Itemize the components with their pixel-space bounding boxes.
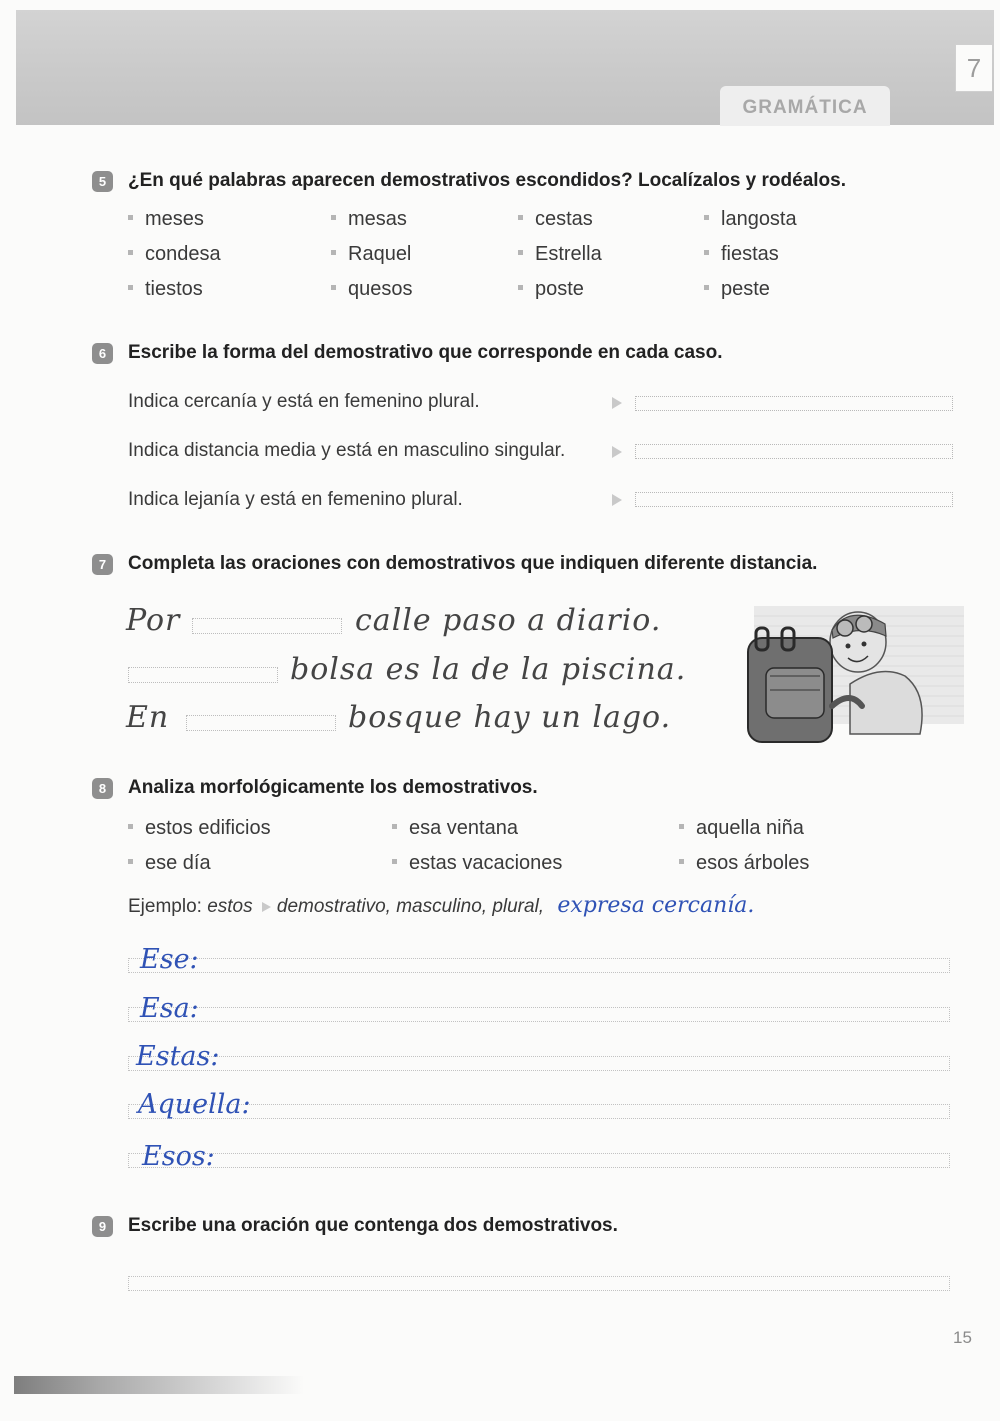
arrow-right-icon — [612, 397, 622, 409]
q7-blank-2[interactable] — [128, 667, 278, 683]
bullet-icon — [679, 824, 684, 829]
q6-statement: Indica distancia media y está en masculino singular. — [128, 440, 566, 461]
question-8-title: Analiza morfológicamente los demostrativos. — [128, 777, 538, 798]
handwritten-answer: Esa: — [140, 993, 199, 1024]
q5-word[interactable]: peste — [704, 278, 770, 301]
handwritten-answer: Ese: — [140, 944, 199, 975]
q8-answer-line[interactable] — [128, 1007, 950, 1022]
q5-word[interactable]: fiestas — [704, 243, 779, 266]
q7-sentence-1-end: calle paso a diario. — [355, 603, 662, 638]
q7-sentence-3-end: bosque hay un lago. — [348, 700, 672, 735]
bullet-icon — [331, 285, 336, 290]
goggle-left — [837, 620, 853, 636]
q6-answer-input[interactable] — [635, 492, 953, 507]
arrow-right-icon — [262, 902, 271, 912]
section-title: GRAMÁTICA — [720, 86, 890, 126]
bullet-icon — [679, 859, 684, 864]
question-6-number: 6 — [92, 343, 113, 364]
handwritten-answer: Esos: — [142, 1141, 215, 1172]
q5-word[interactable]: tiestos — [128, 278, 203, 301]
bullet-icon — [128, 824, 133, 829]
q6-statement: Indica lejanía y está en femenino plural. — [128, 489, 463, 510]
q7-blank-1[interactable] — [192, 618, 342, 634]
bullet-icon — [128, 215, 133, 220]
example-label: Ejemplo: — [128, 896, 202, 917]
bullet-icon — [704, 250, 709, 255]
q5-word[interactable]: Estrella — [518, 243, 602, 266]
arrow-right-icon — [612, 446, 622, 458]
q5-word[interactable]: poste — [518, 278, 584, 301]
example-analysis: demostrativo, masculino, plural, — [276, 896, 545, 917]
question-9-title: Escribe una oración que contenga dos demostrativos. — [128, 1215, 618, 1236]
q7-blank-3[interactable] — [186, 715, 336, 731]
q8-answer-line[interactable] — [128, 1104, 950, 1119]
q9-answer-line[interactable] — [128, 1276, 950, 1291]
handwritten-answer: Aquella: — [138, 1089, 251, 1120]
arrow-right-icon — [612, 494, 622, 506]
q8-item: estas vacaciones — [392, 852, 562, 875]
bullet-icon — [331, 250, 336, 255]
footer-bar — [14, 1376, 304, 1394]
bullet-icon — [704, 215, 709, 220]
bullet-icon — [128, 250, 133, 255]
question-7-title: Completa las oraciones con demostrativos que indiquen diferente distancia. — [128, 553, 818, 574]
bullet-icon — [331, 215, 336, 220]
q7-sentence-1-start: Por — [126, 603, 181, 638]
example-word: estos — [207, 896, 253, 917]
bullet-icon — [518, 285, 523, 290]
question-9-number: 9 — [92, 1216, 113, 1237]
question-6-title: Escribe la forma del demostrativo que corresponde en cada caso. — [128, 342, 723, 363]
question-5-title: ¿En qué palabras aparecen demostrativos escondidos? Localízalos y rodéalos. — [128, 170, 847, 191]
q8-item: ese día — [128, 852, 211, 875]
goggle-right — [856, 616, 872, 632]
q7-sentence-3-start: En — [126, 700, 170, 735]
bullet-icon — [518, 215, 523, 220]
question-5-number: 5 — [92, 171, 113, 192]
q5-word[interactable]: mesas — [331, 208, 407, 231]
bullet-icon — [518, 250, 523, 255]
unit-number: 7 — [955, 44, 992, 92]
q6-answer-input[interactable] — [635, 444, 953, 459]
boy-backpack-illustration — [740, 594, 968, 750]
q8-item: esa ventana — [392, 817, 518, 840]
q5-word[interactable]: Raquel — [331, 243, 411, 266]
q5-word[interactable]: condesa — [128, 243, 221, 266]
bullet-icon — [392, 824, 397, 829]
bullet-icon — [392, 859, 397, 864]
bullet-icon — [128, 859, 133, 864]
q8-answer-line[interactable] — [128, 958, 950, 973]
q8-answer-line[interactable] — [128, 1056, 950, 1071]
page-number: 15 — [953, 1328, 972, 1347]
q6-answer-input[interactable] — [635, 396, 953, 411]
q5-word[interactable]: quesos — [331, 278, 413, 301]
q8-item: esos árboles — [679, 852, 809, 875]
q8-item: aquella niña — [679, 817, 804, 840]
q8-example — [128, 893, 754, 918]
bullet-icon — [704, 285, 709, 290]
question-8-number: 8 — [92, 778, 113, 799]
q8-answer-line[interactable] — [128, 1153, 950, 1168]
q6-statement: Indica cercanía y está en femenino plural. — [128, 391, 480, 412]
handwritten-answer: Estas: — [136, 1041, 220, 1072]
q5-word[interactable]: langosta — [704, 208, 797, 231]
question-7-number: 7 — [92, 554, 113, 575]
q5-word[interactable]: cestas — [518, 208, 593, 231]
example-handwritten-answer: expresa cercanía. — [557, 893, 755, 918]
q7-sentence-2-end: bolsa es la de la piscina. — [290, 652, 687, 687]
bullet-icon — [128, 285, 133, 290]
q8-item: estos edificios — [128, 817, 271, 840]
q5-word[interactable]: meses — [128, 208, 204, 231]
